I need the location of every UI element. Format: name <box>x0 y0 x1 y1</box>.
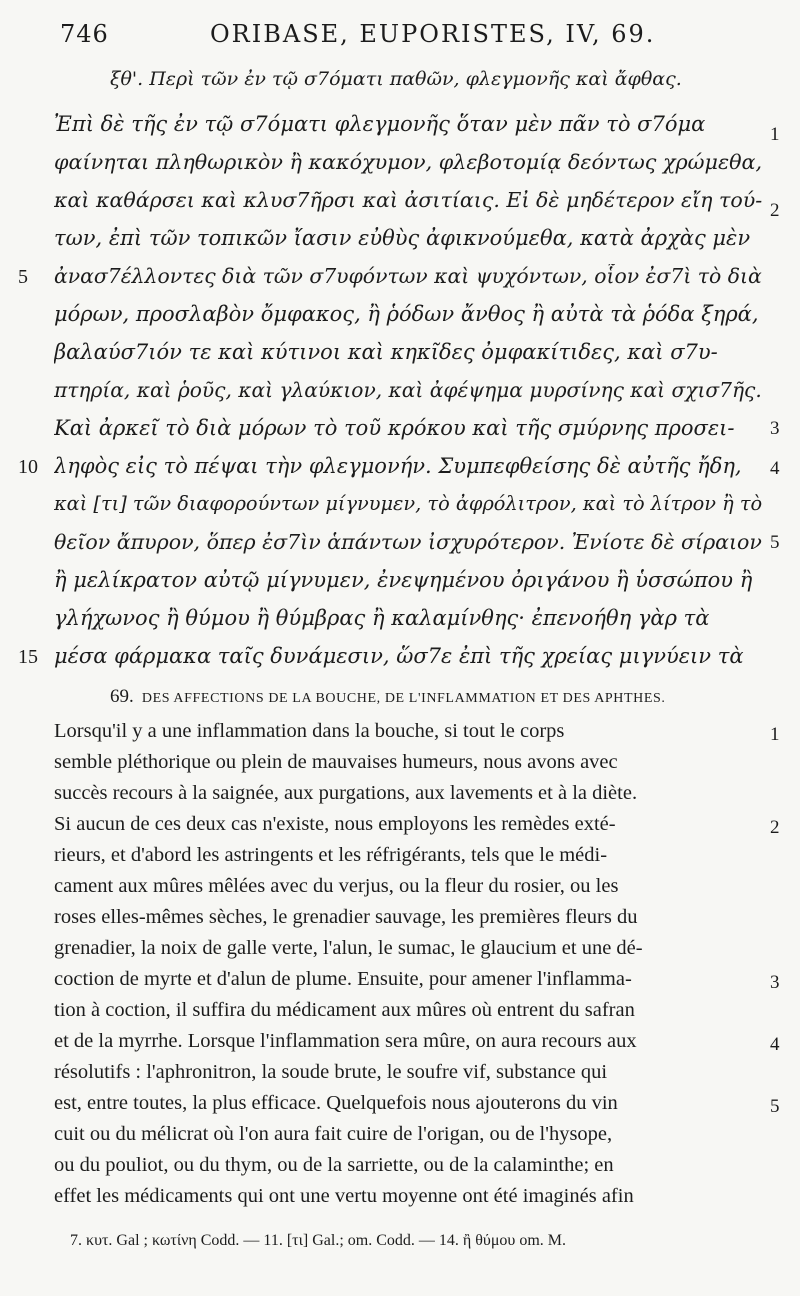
margin-number: 1 <box>770 124 780 145</box>
french-line: Si aucun de ces deux cas n'existe, nous employons les remèdes exté- <box>54 813 616 835</box>
greek-line: μέσα φάρμακα ταῖς δυνάμεσιν, ὥσ7ε ἐπὶ τῆς χρείας μιγνύειν τὰ <box>54 644 744 668</box>
french-line: et de la myrrhe. Lorsque l'inflammation sera mûre, on aura recours aux <box>54 1030 637 1052</box>
french-line: résolutifs : l'aphronitron, la soude brute, le soufre vif, substance qui <box>54 1061 608 1083</box>
greek-line: ἀνασ7έλλοντες διὰ τῶν σ7υφόντων καὶ ψυχόντων, οἷον ἐσ7ὶ τὸ διὰ <box>54 264 762 288</box>
greek-line: θεῖον ἄπυρον, ὅπερ ἐσ7ὶν ἁπάντων ἰσχυρότερον. Ἐνίοτε δὲ σίραιον <box>54 530 762 554</box>
greek-line: βαλαύσ7ιόν τε καὶ κύτινοι καὶ κηκῖδες ὀμφακίτιδες, καὶ σ7υ- <box>54 340 718 364</box>
margin-number: 4 <box>770 458 780 479</box>
margin-number: 5 <box>770 532 780 553</box>
greek-line: γλήχωνος ἢ θύμου ἢ θύμβρας ἢ καλαμίνθης· ἐπενοήθη γὰρ τὰ <box>54 606 710 630</box>
french-chapter-title <box>110 686 666 708</box>
greek-line: πτηρία, καὶ ῥοῦς, καὶ γλαύκιον, καὶ ἀφέψημα μυρσίνης καὶ σχισ7ῆς. <box>54 378 762 402</box>
margin-number: 2 <box>770 200 780 221</box>
french-line: ou du pouliot, ou du thym, ou de la sarriette, ou de la calaminthe; en <box>54 1154 614 1176</box>
greek-line: ἢ μελίκρατον αὐτῷ μίγνυμεν, ἐνεψημένου ὀριγάνου ἢ ὑσσώπου ἢ <box>54 568 753 592</box>
greek-line: καὶ [τι] τῶν διαφορούντων μίγνυμεν, τὸ ἀφρόλιτρον, καὶ τὸ λίτρον ἢ τὸ <box>54 492 763 515</box>
greek-line: Καὶ ἀρκεῖ τὸ διὰ μόρων τὸ τοῦ κρόκου καὶ τῆς σμύρνης προσει- <box>54 416 735 440</box>
french-line: cament aux mûres mêlées avec du verjus, ou la fleur du rosier, ou les <box>54 875 619 897</box>
footnote: 7. κυτ. Gal ; κωτίνη Codd. — 11. [τι] Gal.; om. Codd. — 14. ἢ θύμου om. M. <box>70 1232 567 1249</box>
margin-number: 2 <box>770 817 780 838</box>
greek-line: φαίνηται πληθωρικὸν ἢ κακόχυμον, φλεβοτομίᾳ δεόντως χρώμεθα, <box>54 150 763 174</box>
margin-number: 3 <box>770 972 780 993</box>
running-title: ORIBASE, EUPORISTES, IV, 69. <box>210 20 656 48</box>
chapter-number: 69. <box>110 686 134 707</box>
french-line: effet les médicaments qui ont une vertu moyenne ont été imaginés afin <box>54 1185 634 1207</box>
margin-number: 3 <box>770 418 780 439</box>
chapter-title-text: DES AFFECTIONS DE LA BOUCHE, DE L'INFLAMMATION ET DES APHTHES. <box>141 691 666 706</box>
margin-number: 5 <box>770 1096 780 1117</box>
greek-line: μόρων, προσλαβὸν ὄμφακος, ἢ ῥόδων ἄνθος ἢ αὐτὰ τὰ ῥόδα ξηρά, <box>54 302 759 326</box>
french-line: grenadier, la noix de galle verte, l'alun, le sumac, le glaucium et une dé- <box>54 937 643 959</box>
line-number: 10 <box>18 456 38 478</box>
french-line: coction de myrte et d'alun de plume. Ensuite, pour amener l'inflamma- <box>54 968 632 990</box>
french-line: est, entre toutes, la plus efficace. Quelquefois nous ajouterons du vin <box>54 1092 618 1114</box>
french-line: succès recours à la saignée, aux purgations, aux lavements et à la diète. <box>54 782 638 804</box>
greek-line: των, ἐπὶ τῶν τοπικῶν ἴασιν εὐθὺς ἀφικνούμεθα, κατὰ ἀρχὰς μὲν <box>54 226 751 250</box>
french-line: cuit ou du mélicrat où l'on aura fait cuire de l'origan, ou de l'hysope, <box>54 1123 613 1145</box>
french-line: Lorsqu'il y a une inflammation dans la bouche, si tout le corps <box>54 720 565 742</box>
greek-line: ληφὸς εἰς τὸ πέψαι τὴν φλεγμονήν. Συμπεφθείσης δὲ αὐτῆς ἤδη, <box>54 454 742 478</box>
french-line: semble pléthorique ou plein de mauvaises humeurs, nous avons avec <box>54 751 618 773</box>
greek-chapter-title: ξθ'. Περὶ τῶν ἐν τῷ σ7όματι παθῶν, φλεγμονῆς καὶ ἄφθας. <box>110 68 682 90</box>
margin-number: 4 <box>770 1034 780 1055</box>
page-number: 746 <box>60 20 109 48</box>
margin-number: 1 <box>770 724 780 745</box>
french-line: roses elles-mêmes sèches, le grenadier sauvage, les premières fleurs du <box>54 906 638 928</box>
page-header <box>60 20 760 56</box>
french-line: rieurs, et d'abord les astringents et les réfrigérants, tels que le médi- <box>54 844 608 866</box>
line-number: 5 <box>18 266 28 288</box>
greek-line: καὶ καθάρσει καὶ κλυσ7ῆρσι καὶ ἀσιτίαις. Εἰ δὲ μηδέτερον εἴη τού- <box>54 188 763 212</box>
line-number: 15 <box>18 646 38 668</box>
greek-line: Ἐπὶ δὲ τῆς ἐν τῷ σ7όματι φλεγμονῆς ὅταν μὲν πᾶν τὸ σ7όμα <box>54 112 706 136</box>
french-line: tion à coction, il suffira du médicament aux mûres où entrent du safran <box>54 999 635 1021</box>
